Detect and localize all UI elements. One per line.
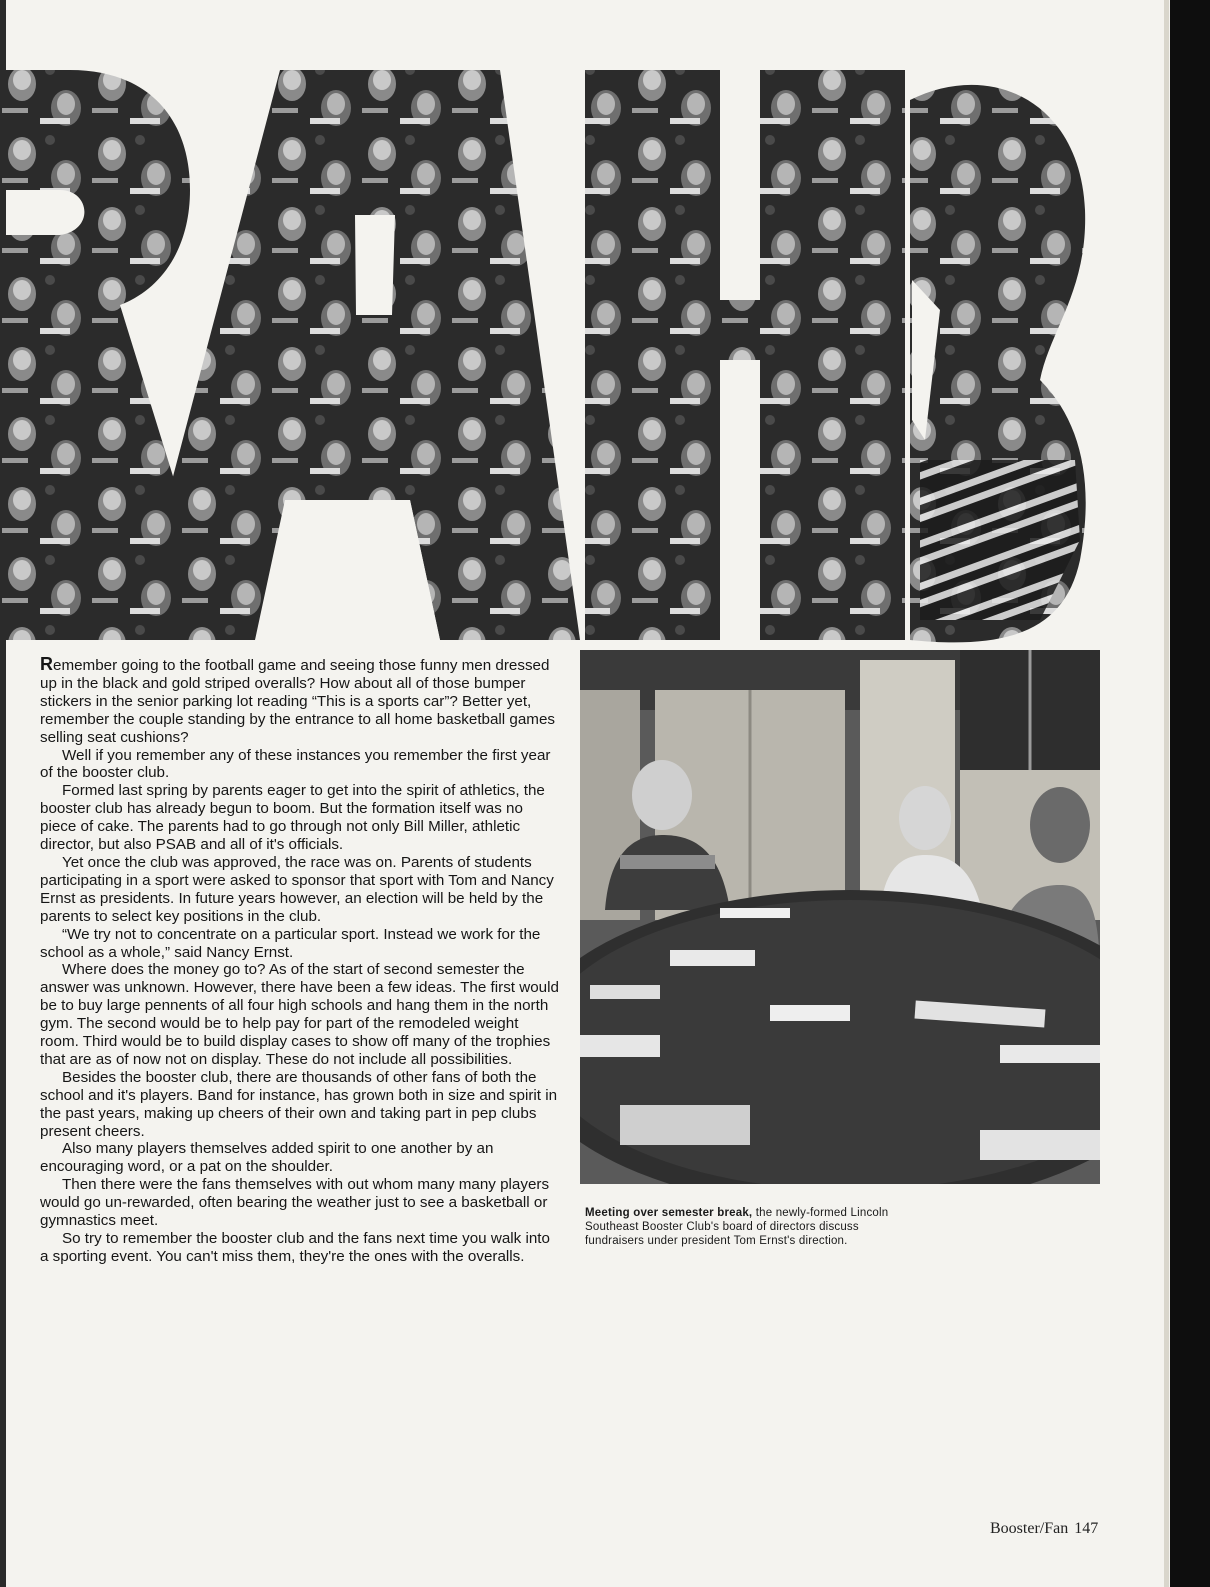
article-paragraph: Yet once the club was approved, the race was on. Parents of students participating in a sport were asked to sponsor that sport with Tom and Nancy Ernst as presidents. In future years however, an election will be held by the parents to select key positions in the club. xyxy=(40,853,554,925)
photo-caption xyxy=(585,1206,910,1248)
drop-cap: R xyxy=(40,654,53,674)
article-paragraph: “We try not to concentrate on a particular sport. Instead we work for the school as a whole,” said Nancy Ernst. xyxy=(40,925,541,961)
letter-fragment xyxy=(910,85,1086,643)
caption-text: the newly-formed Lincoln Southeast Booster Club's board of directors discuss fundraisers under president Tom Ernst's direction. xyxy=(585,1207,889,1247)
article-paragraph: Also many players themselves added spirit to one another by an encouraging word, or a pat on the shoulder. xyxy=(40,1140,494,1176)
headline-photo-letters xyxy=(0,60,1170,650)
article-paragraph: Remember going to the football game and seeing those funny men dressed up in the black and gold striped overalls? How about all of those bumper stickers in the senior parking lot reading “This is a sports car”? Better yet, remember the couple standing by the entrance to all home basketball games selling seat cushions? xyxy=(40,654,555,746)
article-paragraph: Then there were the fans themselves with out whom many many players would go un-rewarded, often bearing the weather just to see a basketball or gymnastics meet. xyxy=(40,1176,550,1230)
article-paragraph: So try to remember the booster club and the fans next time you walk into a sporting event. You can't miss them, they're the ones with the overalls. xyxy=(40,1230,550,1265)
page-right-edge xyxy=(1170,0,1210,1587)
letter-h xyxy=(585,70,905,640)
article-paragraph: Well if you remember any of these instances you remember the first year of the booster club. xyxy=(40,746,551,782)
article-paragraph: Where does the money go to? As of the start of second semester the answer was unknown. However, there have been a few ideas. The first would be to buy large pennents of all four high schools and hang them in the north gym. The second would be to help pay for part of the remodeled weight room. Third would be to build display cases to show off many of the trophies that are as of now not on display. These do not include all possibilities. xyxy=(40,961,559,1068)
section-name: Booster/Fan xyxy=(990,1520,1069,1537)
page-number: 147 xyxy=(1074,1520,1099,1537)
article-paragraph: Besides the booster club, there are thousands of other fans of both the school and it's players. Band for instance, has grown both in size and spirit in the past years, making up cheers of their own and taking part in pep clubs present cheers. xyxy=(40,1068,558,1140)
letter-a xyxy=(130,70,580,640)
article-body xyxy=(40,656,560,1266)
article-paragraph: Formed last spring by parents eager to get into the spirit of athletics, the booster club has already begun to boom. But the formation itself was no piece of cake. The parents had to go through not only Bill Miller, athletic director, but also PSAB and all of it's officials. xyxy=(40,782,545,854)
page-folio xyxy=(990,1520,1140,1538)
caption-lead: Meeting over semester break, xyxy=(585,1207,753,1219)
meeting-photo xyxy=(580,650,1100,1184)
